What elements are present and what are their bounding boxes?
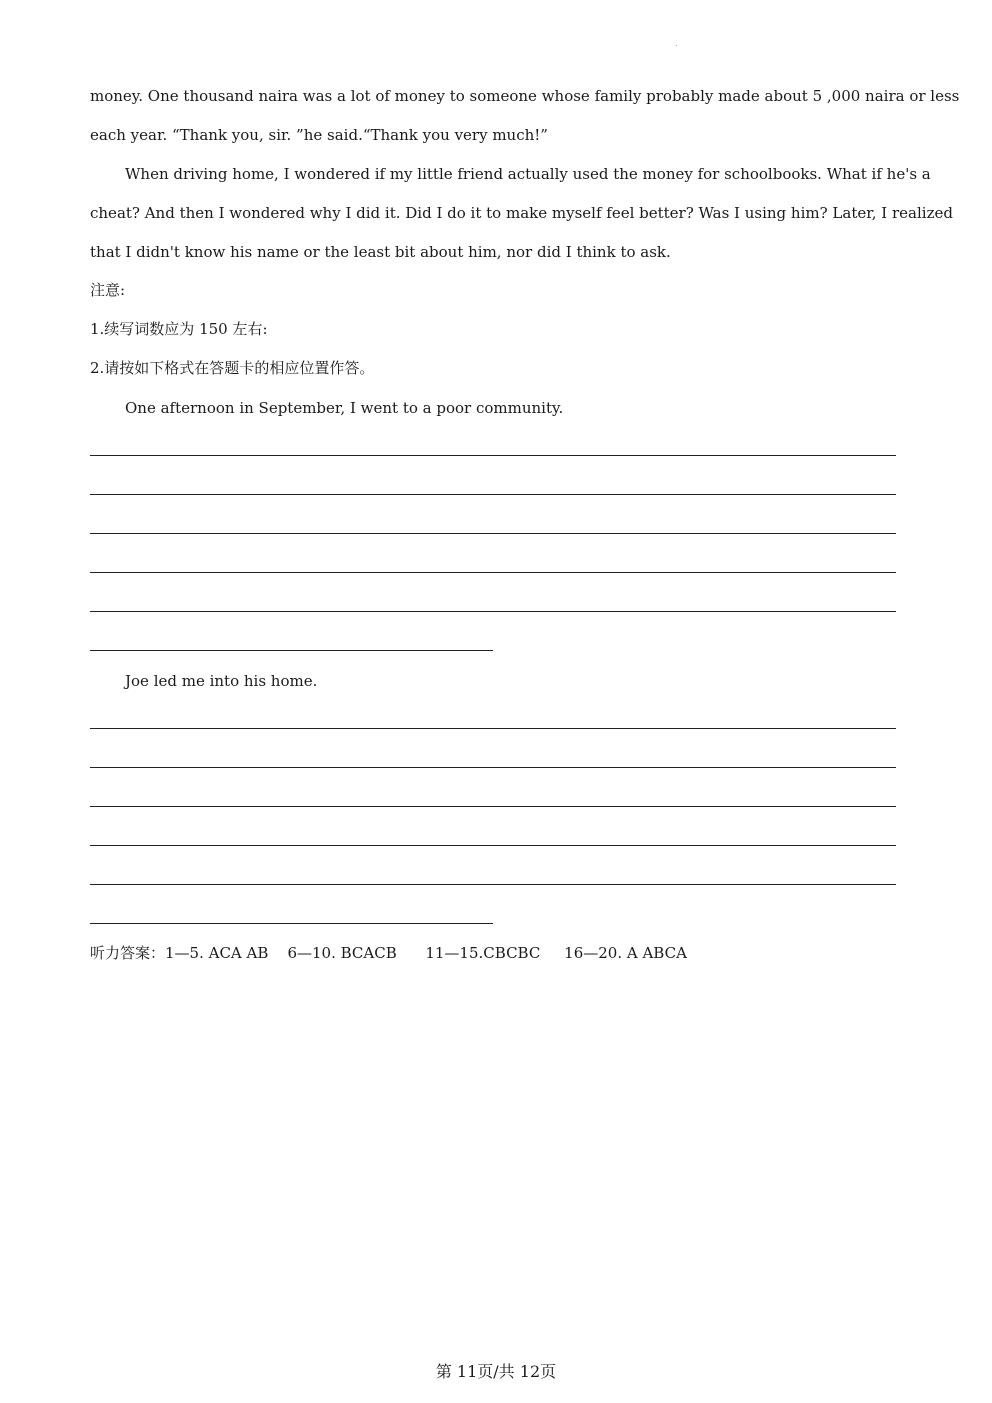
writing-line[interactable] [90,884,896,885]
paragraph1-opening: One afternoon in September, I went to a poor community. [125,399,564,417]
passage-line-1: money. One thousand naira was a lot of money to someone whose family probably made about 5 ,000 naira or less [90,87,960,105]
listening-answers: 听力答案：1—5. ACA AB 6—10. BCACB 11—15.CBCBC 16—20. A ABCA [90,944,687,962]
notes-heading: 注意: [90,281,126,299]
scan-speck [676,45,677,46]
writing-line[interactable] [90,845,896,846]
paragraph2-opening: Joe led me into his home. [125,672,318,690]
notes-item-1: 1.续写词数应为 150 左右: [90,320,268,338]
writing-line[interactable] [90,611,896,612]
writing-line[interactable] [90,455,896,456]
passage-line-2: each year. “Thank you, sir. ”he said.“Thank you very much!” [90,126,548,144]
writing-line[interactable] [90,728,896,729]
writing-line[interactable] [90,806,896,807]
writing-line[interactable] [90,572,896,573]
passage-line-5: that I didn't know his name or the least bit about him, nor did I think to ask. [90,243,671,261]
passage-line-4: cheat? And then I wondered why I did it. Did I do it to make myself feel better? Was I using him? Later, I realized [90,204,953,222]
passage-line-3: When driving home, I wondered if my little friend actually used the money for schoolbooks. What if he's a [125,165,931,183]
writing-line[interactable] [90,533,896,534]
writing-line[interactable] [90,650,493,651]
writing-line[interactable] [90,494,896,495]
notes-item-2: 2.请按如下格式在答题卡的相应位置作答。 [90,359,375,377]
page-number: 第 11页/共 12页 [435,1362,557,1381]
writing-line[interactable] [90,767,896,768]
writing-line[interactable] [90,923,493,924]
